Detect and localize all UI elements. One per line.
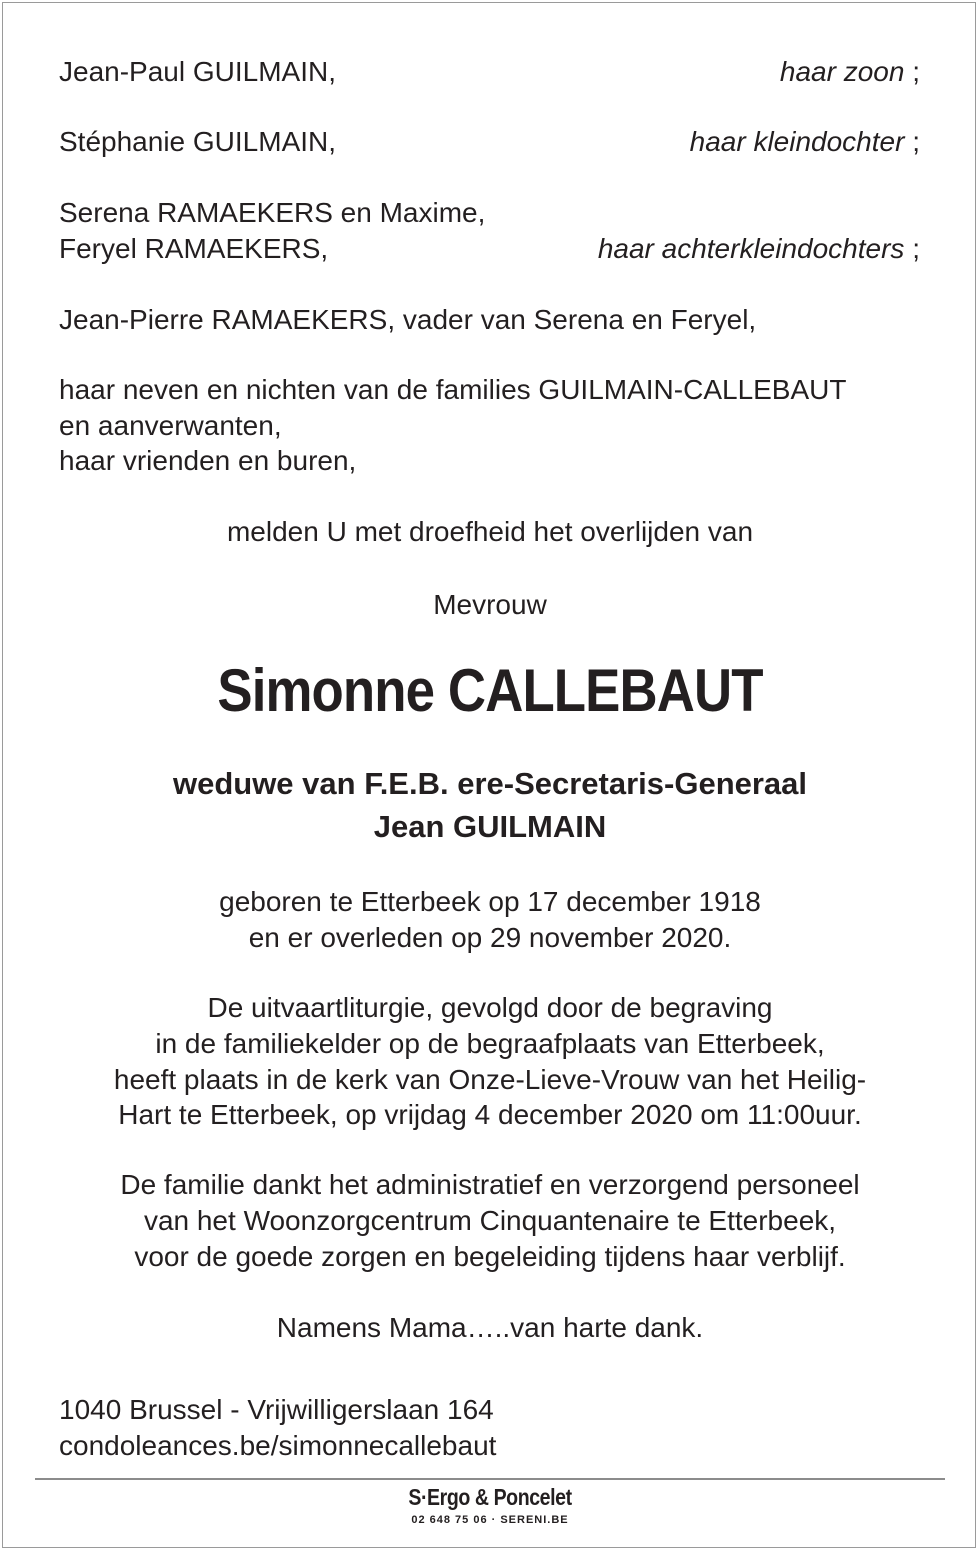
families-line: en aanverwanten,: [59, 410, 282, 441]
mourner-name: Stéphanie GUILMAIN,: [59, 126, 337, 157]
funeral-line: heeft plaats in de kerk van Onze-Lieve-Vrouw van het Heilig-: [113, 1064, 867, 1095]
thanks-line: van het Woonzorgcentrum Cinquantenaire te Etterbeek,: [143, 1205, 837, 1236]
thanks-line: voor de goede zorgen en begeleiding tijdens haar verblijf.: [134, 1241, 846, 1272]
mourner-name: Feryel RAMAEKERS,: [59, 233, 329, 264]
honorific-title: Mevrouw: [433, 589, 547, 620]
mourner-relation: haar kleindochter ;: [689, 126, 920, 157]
address: 1040 Brussel - Vrijwilligerslaan 164: [59, 1394, 494, 1425]
widow-line: Jean GUILMAIN: [373, 809, 607, 844]
birth-line: en er overleden op 29 november 2020.: [248, 922, 732, 953]
father-line: Jean-Pierre RAMAEKERS, vader van Serena en Feryel,: [59, 304, 757, 335]
mourner-name: Serena RAMAEKERS en Maxime,: [59, 197, 486, 228]
funeral-home-logo: S·Ergo & Poncelet: [408, 1484, 572, 1510]
families-line: haar neven en nichten van de families GUILMAIN-CALLEBAUT: [59, 374, 847, 405]
footer-divider: [35, 1478, 945, 1480]
funeral-home-contact: 02 648 75 06 · SERENI.BE: [411, 1514, 569, 1526]
funeral-line: in de familiekelder op de begraafplaats van Etterbeek,: [155, 1028, 825, 1059]
funeral-line: De uitvaartliturgie, gevolgd door de begraving: [207, 992, 773, 1023]
birth-line: geboren te Etterbeek op 17 december 1918: [219, 886, 761, 917]
closing-line: Namens Mama…..van harte dank.: [276, 1312, 704, 1343]
thanks-line: De familie dankt het administratief en verzorgend personeel: [120, 1169, 860, 1200]
deceased-name: Simonne CALLEBAUT: [217, 657, 763, 724]
families-line: haar vrienden en buren,: [59, 445, 357, 476]
mourner-name: Jean-Paul GUILMAIN,: [59, 56, 336, 87]
widow-line: weduwe van F.E.B. ere-Secretaris-Generaal: [172, 766, 808, 801]
announcement: melden U met droefheid het overlijden van: [226, 516, 754, 547]
mourner-relation: haar zoon ;: [779, 56, 920, 87]
funeral-line: Hart te Etterbeek, op vrijdag 4 december 2020 om 11:00uur.: [118, 1099, 862, 1130]
mourner-relation: haar achterkleindochters ;: [597, 233, 920, 264]
condolence-website[interactable]: condoleances.be/simonnecallebaut: [59, 1430, 497, 1461]
